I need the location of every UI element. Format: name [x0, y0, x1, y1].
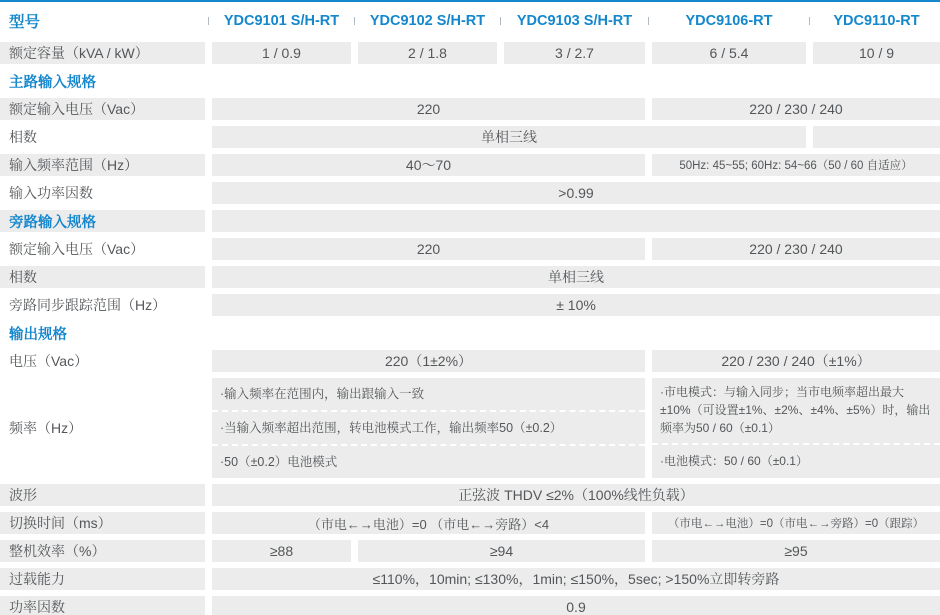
spec-row — [0, 126, 940, 148]
spec-row — [0, 154, 940, 176]
spec-label: 输入频率范围（Hz） — [0, 154, 205, 176]
value-cell: （市电←→电池）=0（市电←→旁路）=0（跟踪） — [652, 512, 940, 534]
value-cell: 单相三线 — [212, 126, 806, 148]
spec-label: 额定输入电压（Vac） — [9, 241, 145, 257]
section-title: 输出规格 — [9, 326, 67, 343]
spec-label: 整机效率（%） — [0, 540, 205, 562]
spec-row — [0, 540, 940, 562]
spec-label: 频率（Hz） — [9, 420, 83, 436]
value-cell-multiline — [652, 378, 940, 478]
value-cell: 220 — [212, 238, 645, 260]
value-cell: ≥95 — [652, 540, 940, 562]
spec-row — [0, 484, 940, 506]
spec-row — [0, 350, 940, 372]
spec-label: 输入功率因数 — [9, 185, 93, 201]
value-cell: 220（1±2%） — [212, 350, 645, 372]
model-column-header-2: YDC9102 S/H-RT — [358, 13, 497, 29]
value-subrow: ·输入频率在范围内，输出跟输入一致 — [220, 386, 425, 401]
spec-label: 功率因数 — [0, 596, 205, 615]
spec-row — [0, 596, 940, 615]
value-cell: ≥88 — [212, 540, 351, 562]
value-cell: 220 / 230 / 240 — [652, 238, 940, 260]
value-cell: 40～70 — [212, 154, 645, 176]
value-cell-multiline — [212, 378, 645, 478]
empty-cell — [813, 126, 940, 148]
spec-row — [0, 266, 940, 288]
section-title: 主路输入规格 — [9, 74, 96, 91]
model-column-header-5: YDC9110-RT — [813, 13, 940, 29]
spec-row — [0, 42, 940, 64]
spec-row — [0, 182, 940, 204]
value-subrow: ·市电模式：与输入同步；当市电频率超出最大±10%（可设置±1%、±2%、±4%、±5%）时，输出频率为50 / 60（±0.1） — [660, 385, 931, 436]
spec-label: 相数 — [9, 129, 37, 145]
empty-cell — [212, 210, 940, 232]
model-header-row — [0, 8, 940, 34]
value-cell: 50Hz: 45~55; 60Hz: 54~66（50 / 60 自适应） — [652, 154, 940, 176]
value-subrow: ·50（±0.2）电池模式 — [212, 444, 645, 478]
value-cell: ± 10% — [212, 294, 940, 316]
value-cell: 6 / 5.4 — [652, 42, 806, 64]
spec-row — [0, 512, 940, 534]
section-row — [0, 322, 940, 344]
model-row-title: 型号 — [9, 14, 41, 31]
spec-row — [0, 294, 940, 316]
spec-row — [0, 568, 940, 590]
value-cell: 220 / 230 / 240 — [652, 98, 940, 120]
spec-label: 额定容量（kVA / kW） — [0, 42, 205, 64]
spec-label: 切换时间（ms） — [0, 512, 205, 534]
top-accent-line — [0, 0, 940, 2]
spec-label: 相数 — [0, 266, 205, 288]
section-row — [0, 70, 940, 92]
spec-label: 额定输入电压（Vac） — [0, 98, 205, 120]
spec-row — [0, 98, 940, 120]
spec-label: 电压（Vac） — [9, 353, 89, 369]
value-cell: （市电←→电池）=0 （市电←→旁路）<4 — [212, 512, 645, 534]
value-cell: 单相三线 — [212, 266, 940, 288]
value-cell: >0.99 — [212, 182, 940, 204]
value-cell: 1 / 0.9 — [212, 42, 351, 64]
section-title: 旁路输入规格 — [0, 210, 205, 232]
spec-label: 旁路同步跟踪范围（Hz） — [9, 297, 167, 313]
model-column-header-4: YDC9106-RT — [652, 13, 806, 29]
model-column-header-1: YDC9101 S/H-RT — [212, 13, 351, 29]
value-cell: 正弦波 THDV ≤2%（100%线性负载） — [212, 484, 940, 506]
spec-row — [0, 378, 940, 478]
value-subrow: ·电池模式：50 / 60（±0.1） — [652, 443, 940, 478]
spec-label: 过载能力 — [0, 568, 205, 590]
value-cell: 0.9 — [212, 596, 940, 615]
spec-label: 波形 — [0, 484, 205, 506]
value-cell: 2 / 1.8 — [358, 42, 497, 64]
value-cell: 3 / 2.7 — [504, 42, 645, 64]
value-cell: 220 / 230 / 240（±1%） — [652, 350, 940, 372]
spec-row — [0, 238, 940, 260]
spec-rows-container — [0, 42, 940, 615]
value-cell: 220 — [212, 98, 645, 120]
model-column-header-3: YDC9103 S/H-RT — [504, 13, 645, 29]
value-subrow: ·当输入频率超出范围，转电池模式工作，输出频率50（±0.2） — [212, 410, 645, 444]
value-cell: ≥94 — [358, 540, 645, 562]
value-cell: 10 / 9 — [813, 42, 940, 64]
section-row — [0, 210, 940, 232]
value-cell: ≤110%，10min; ≤130%，1min; ≤150%，5sec; >150%立即转旁路 — [212, 568, 940, 590]
